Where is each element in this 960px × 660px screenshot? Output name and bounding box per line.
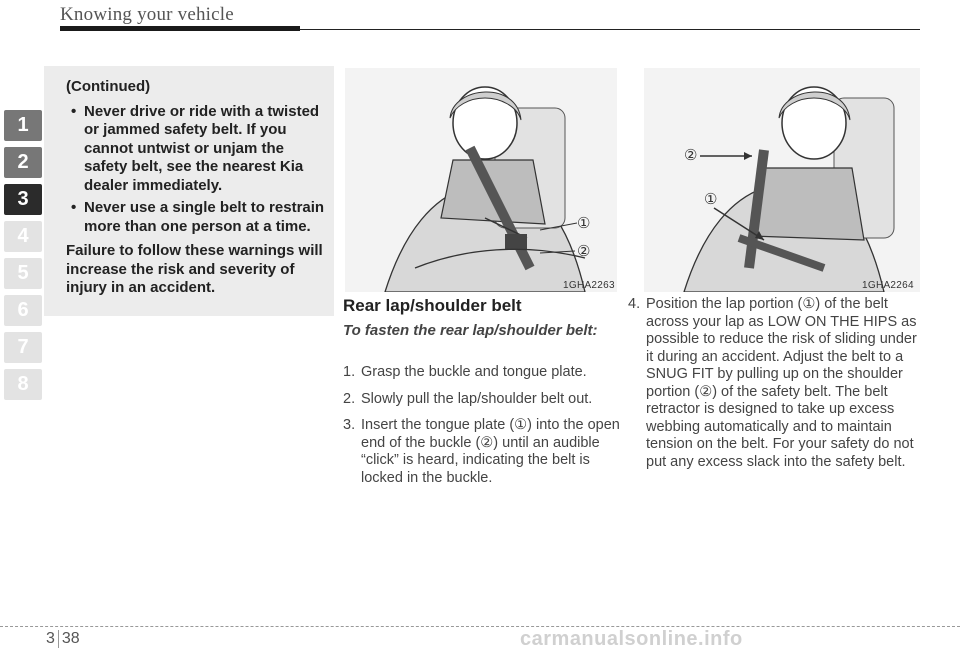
right-callout-2: ② — [684, 147, 698, 164]
page-number — [46, 630, 80, 648]
steps-list-right — [628, 296, 926, 480]
chapter-tab-3[interactable]: 3 — [4, 184, 42, 215]
step-item — [343, 417, 633, 487]
chapter-tab-6[interactable]: 6 — [4, 295, 42, 326]
step-text: Insert the tongue plate (①) into the open end of the buckle (②) until an audible “click” is heard, indicating the belt is locked in the buckle. — [361, 417, 620, 486]
section-subtitle: To fasten the rear lap/shoulder belt: — [343, 322, 598, 339]
page-index: 38 — [61, 630, 80, 648]
figure-code-left: 1GHA2263 — [563, 280, 615, 291]
step-number: 3. — [343, 417, 356, 433]
left-callout-2: ② — [577, 243, 591, 260]
step-text: Grasp the buckle and tongue plate. — [361, 364, 587, 380]
warning-bullet: • Never drive or ride with a twisted or jammed safety belt. If you cannot untwist or unjam the safety belt, see the nearest Kia dealer immediately. — [71, 102, 320, 194]
figure-code-right: 1GHA2264 — [862, 280, 914, 291]
steps-list-left — [343, 364, 633, 496]
rear-belt-buckle-illustration — [345, 68, 617, 292]
step-text: Position the lap portion (①) of the belt across your lap as LOW ON THE HIPS as possible to reduce the risk of sliding under it during an accident. Adjust the belt to a SNUG FIT by pulling up on the shoulder portion (②) of the safety belt. The belt retractor is designed to take up excess webbing automatically and to maintain tension on the belt. For your safety do not put any excess slack into the safety belt. — [646, 296, 917, 470]
header-bar — [60, 26, 300, 31]
step-text: Slowly pull the lap/shoulder belt out. — [361, 390, 593, 407]
step-item — [628, 296, 926, 471]
header-rule — [300, 29, 920, 30]
watermark-text: carmanualsonline.info — [520, 628, 743, 650]
step-number: 2. — [343, 390, 356, 407]
chapter-tab-4[interactable]: 4 — [4, 221, 42, 252]
warning-bullet: • Never use a single belt to restrain more than one person at a time. — [71, 199, 325, 235]
footer-rule — [0, 626, 960, 627]
section-title: Rear lap/shoulder belt — [343, 296, 522, 315]
step-item — [343, 391, 633, 409]
chapter-tabs — [0, 110, 44, 406]
chapter-tab-7[interactable]: 7 — [4, 332, 42, 363]
left-callout-1: ① — [577, 215, 591, 232]
warning-list — [66, 103, 328, 237]
page-chapter: 3 — [46, 630, 55, 648]
warning-continued: (Continued) — [66, 78, 151, 95]
step-item — [343, 364, 633, 382]
step-number: 1. — [343, 364, 356, 380]
rear-belt-position-illustration — [644, 68, 920, 292]
chapter-tab-8[interactable]: 8 — [4, 369, 42, 400]
position-illustration-drawing — [644, 68, 920, 292]
step-number: 4. — [628, 296, 641, 312]
chapter-tab-1[interactable]: 1 — [4, 110, 42, 141]
warning-text — [66, 78, 328, 304]
chapter-tab-5[interactable]: 5 — [4, 258, 42, 289]
warning-closing: Failure to follow these warnings will increase the risk and severity of injury in an accident. — [66, 242, 323, 296]
right-callout-1: ① — [704, 191, 718, 208]
chapter-tab-2[interactable]: 2 — [4, 147, 42, 178]
chapter-title: Knowing your vehicle — [60, 4, 234, 25]
